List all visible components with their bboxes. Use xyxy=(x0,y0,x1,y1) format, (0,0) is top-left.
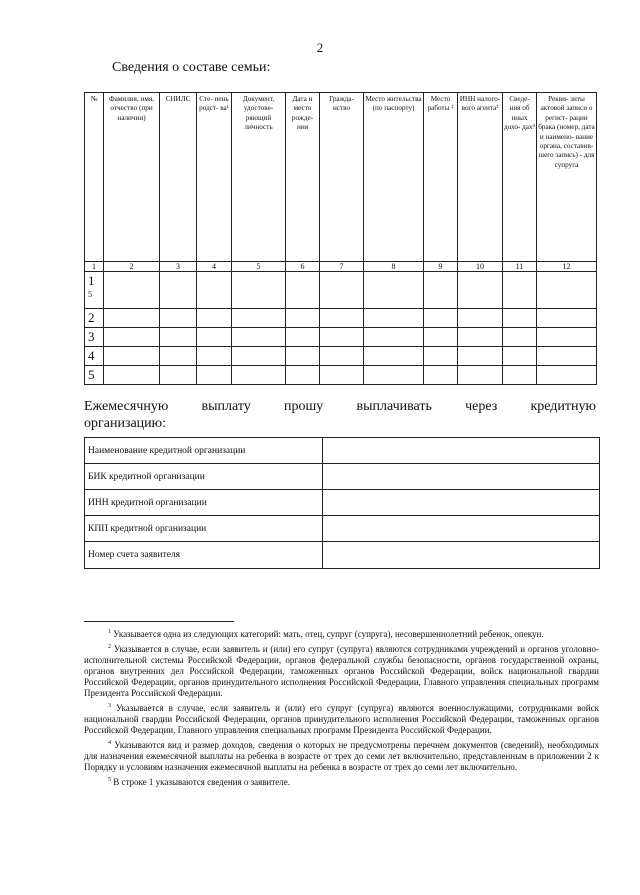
footnote xyxy=(84,627,599,640)
family-cell[interactable] xyxy=(537,272,597,309)
family-col-header: Сте- пень родст- ва¹ xyxy=(197,93,232,262)
family-cell[interactable] xyxy=(104,328,160,347)
family-cell[interactable] xyxy=(232,309,286,328)
family-cell[interactable] xyxy=(197,272,232,309)
family-cell[interactable] xyxy=(424,272,458,309)
page-number: 2 xyxy=(316,40,324,55)
family-col-header: Документ, удостове- ряющий личность xyxy=(232,93,286,262)
footnote xyxy=(84,775,599,788)
family-col-header: Фамилия, имя, отчество (при наличии) xyxy=(104,93,160,262)
family-col-header: Сведе- ния об иных дохо- дах⁴ xyxy=(503,93,537,262)
footnote xyxy=(84,701,599,736)
bank-field-value[interactable] xyxy=(323,516,600,542)
family-cell[interactable] xyxy=(503,347,537,366)
bank-details-body xyxy=(85,438,600,569)
bank-field-row xyxy=(85,542,600,569)
family-cell[interactable] xyxy=(320,328,364,347)
footnote-mark: 2 xyxy=(108,644,111,650)
family-section-title: Сведения о составе семьи: xyxy=(112,60,271,75)
bank-field-label: Наименование кредитной организации xyxy=(85,438,323,464)
payment-intro xyxy=(84,398,596,432)
family-row-number xyxy=(85,272,104,309)
family-col-header: ИНН налого- вого агента³ xyxy=(458,93,503,262)
family-composition-table xyxy=(84,92,597,385)
family-col-index: 11 xyxy=(503,262,537,272)
bank-field-row xyxy=(85,516,600,542)
bank-field-label: КПП кредитной организации xyxy=(85,516,323,542)
family-cell[interactable] xyxy=(286,347,320,366)
family-cell[interactable] xyxy=(286,272,320,309)
footnote xyxy=(84,642,599,699)
family-row-number xyxy=(85,366,104,385)
family-row-number xyxy=(85,328,104,347)
footnote-text: Указывается одна из следующих категорий: мать, отец, супруг (супруга), несовершеннолетний ребенок, опекун. xyxy=(113,629,544,639)
family-cell[interactable] xyxy=(197,366,232,385)
family-cell[interactable] xyxy=(232,366,286,385)
family-cell[interactable] xyxy=(286,309,320,328)
family-col-index: 12 xyxy=(537,262,597,272)
family-cell[interactable] xyxy=(160,347,197,366)
family-col-index: 5 xyxy=(232,262,286,272)
family-col-index: 1 xyxy=(85,262,104,272)
family-cell[interactable] xyxy=(458,366,503,385)
intro-word: Ежемесячную xyxy=(84,399,169,414)
family-cell[interactable] xyxy=(232,328,286,347)
footnote-mark: 4 xyxy=(108,740,111,746)
row-number-label: 1 xyxy=(88,273,95,288)
family-cell[interactable] xyxy=(286,366,320,385)
family-cell[interactable] xyxy=(197,328,232,347)
family-col-header: Рекви- зиты актовой записи о регист- рации брака (номер, дата и наимено- вание органа, составив- шего запись) - для супруга xyxy=(537,93,597,262)
family-cell[interactable] xyxy=(424,366,458,385)
family-cell[interactable] xyxy=(424,347,458,366)
family-cell[interactable] xyxy=(320,347,364,366)
footnote xyxy=(84,738,599,773)
row-number-label: 2 xyxy=(88,310,95,325)
family-cell[interactable] xyxy=(537,347,597,366)
family-cell[interactable] xyxy=(503,328,537,347)
family-col-header: Место жительства (по паспорту) xyxy=(364,93,424,262)
family-cell[interactable] xyxy=(104,347,160,366)
bank-field-value[interactable] xyxy=(323,542,600,569)
family-cell[interactable] xyxy=(458,328,503,347)
row-number-label: 5 xyxy=(88,367,95,382)
family-cell[interactable] xyxy=(286,328,320,347)
bank-details-table xyxy=(84,437,600,569)
footnotes xyxy=(84,627,599,790)
bank-field-label: Номер счета заявителя xyxy=(85,542,323,569)
family-column-index-row xyxy=(85,262,597,272)
footnote-mark: 5 xyxy=(108,777,111,783)
family-cell[interactable] xyxy=(364,328,424,347)
family-cell[interactable] xyxy=(160,328,197,347)
family-cell[interactable] xyxy=(503,309,537,328)
family-member-row xyxy=(85,272,597,309)
intro-word: выплату xyxy=(201,399,251,414)
bank-field-row xyxy=(85,438,600,464)
intro-word: кредитную xyxy=(530,399,596,414)
footnote-mark: 1 xyxy=(108,629,111,635)
family-cell[interactable] xyxy=(364,272,424,309)
family-col-index: 10 xyxy=(458,262,503,272)
footnote-text: В строке 1 указываются сведения о заявителе. xyxy=(113,777,291,787)
family-col-index: 2 xyxy=(104,262,160,272)
bank-field-value[interactable] xyxy=(323,490,600,516)
family-col-index: 3 xyxy=(160,262,197,272)
footnote-text: Указывается в случае, если заявитель и (или) его супруг (супруга) являются военнослужащими, сотрудниками войск национальной гвардии Российской Федерации, органов принудительного исполнения Российской Федерации, таможенных органов Российской Федерации, Главного управления специальных программ Президента Российской Федерации. xyxy=(84,703,599,735)
family-cell[interactable] xyxy=(424,309,458,328)
family-cell[interactable] xyxy=(160,272,197,309)
family-cell[interactable] xyxy=(320,309,364,328)
family-cell[interactable] xyxy=(364,309,424,328)
family-col-index: 6 xyxy=(286,262,320,272)
payment-intro-line1 xyxy=(84,398,596,415)
family-row-number xyxy=(85,309,104,328)
intro-word: прошу xyxy=(283,399,324,414)
family-cell[interactable] xyxy=(197,347,232,366)
intro-word: выплачивать xyxy=(356,399,432,414)
footnote-text: Указываются вид и размер доходов, сведения о которых не предусмотрены перечнем документов (сведений), необходимых для назначения ежемесячной выплаты на ребенка в возрасте от трех до семи лет включительно, представленным в приложении 2 к Порядку и условиям назначения ежемесячной выплаты на ребенка в возрасте от трех до семи лет включительно. xyxy=(84,740,600,772)
family-col-header: Гражда- нство xyxy=(320,93,364,262)
family-row-number xyxy=(85,347,104,366)
bank-field-row xyxy=(85,490,600,516)
payment-intro-line2: организацию: xyxy=(84,416,167,431)
family-cell[interactable] xyxy=(458,347,503,366)
footnote-text: Указывается в случае, если заявитель и (или) его супруг (супруга) являются сотрудниками учреждений и органов уголовно-исполнительной системы Российской Федерации, органов федеральной службы безопасности, органов государственной охраны, органов внутренних дел Российской Федерации, таможенных органов Российской Федерации, войск национальной гвардии Российской Федерации, органов принудительного исполнения Российской Федерации, Главного управления специальных программ Президента Российской Федерации. xyxy=(84,644,599,698)
family-cell[interactable] xyxy=(232,272,286,309)
family-cell[interactable] xyxy=(458,309,503,328)
family-cell[interactable] xyxy=(160,309,197,328)
family-col-header: Место работы ² xyxy=(424,93,458,262)
family-body xyxy=(85,272,597,385)
family-cell[interactable] xyxy=(104,366,160,385)
family-col-index: 4 xyxy=(197,262,232,272)
bank-field-value[interactable] xyxy=(323,464,600,490)
family-member-row xyxy=(85,328,597,347)
family-cell[interactable] xyxy=(232,347,286,366)
bank-field-value[interactable] xyxy=(323,438,600,464)
family-col-header: № xyxy=(85,93,104,262)
family-cell[interactable] xyxy=(424,328,458,347)
family-cell[interactable] xyxy=(537,328,597,347)
family-col-index: 7 xyxy=(320,262,364,272)
bank-field-label: БИК кредитной организации xyxy=(85,464,323,490)
family-col-index: 9 xyxy=(424,262,458,272)
row-footnote-mark: 5 xyxy=(88,290,92,299)
family-header-row xyxy=(85,93,597,262)
family-cell[interactable] xyxy=(364,347,424,366)
family-cell[interactable] xyxy=(537,309,597,328)
family-col-header: СНИЛС xyxy=(160,93,197,262)
family-cell[interactable] xyxy=(160,366,197,385)
family-cell[interactable] xyxy=(364,366,424,385)
footnote-separator xyxy=(84,621,234,622)
family-cell[interactable] xyxy=(320,366,364,385)
row-number-label: 4 xyxy=(88,348,95,363)
family-cell[interactable] xyxy=(197,309,232,328)
bank-field-label: ИНН кредитной организации xyxy=(85,490,323,516)
bank-field-row xyxy=(85,464,600,490)
family-cell[interactable] xyxy=(320,272,364,309)
family-member-row xyxy=(85,309,597,328)
family-cell[interactable] xyxy=(503,272,537,309)
family-cell[interactable] xyxy=(503,366,537,385)
family-cell[interactable] xyxy=(104,272,160,309)
family-cell[interactable] xyxy=(537,366,597,385)
family-cell[interactable] xyxy=(104,309,160,328)
family-cell[interactable] xyxy=(458,272,503,309)
footnote-mark: 3 xyxy=(108,703,111,709)
row-number-label: 3 xyxy=(88,329,95,344)
intro-word: через xyxy=(465,399,498,414)
family-col-index: 8 xyxy=(364,262,424,272)
family-col-header: Дата и место рожде- ния xyxy=(286,93,320,262)
family-member-row xyxy=(85,347,597,366)
family-member-row xyxy=(85,366,597,385)
